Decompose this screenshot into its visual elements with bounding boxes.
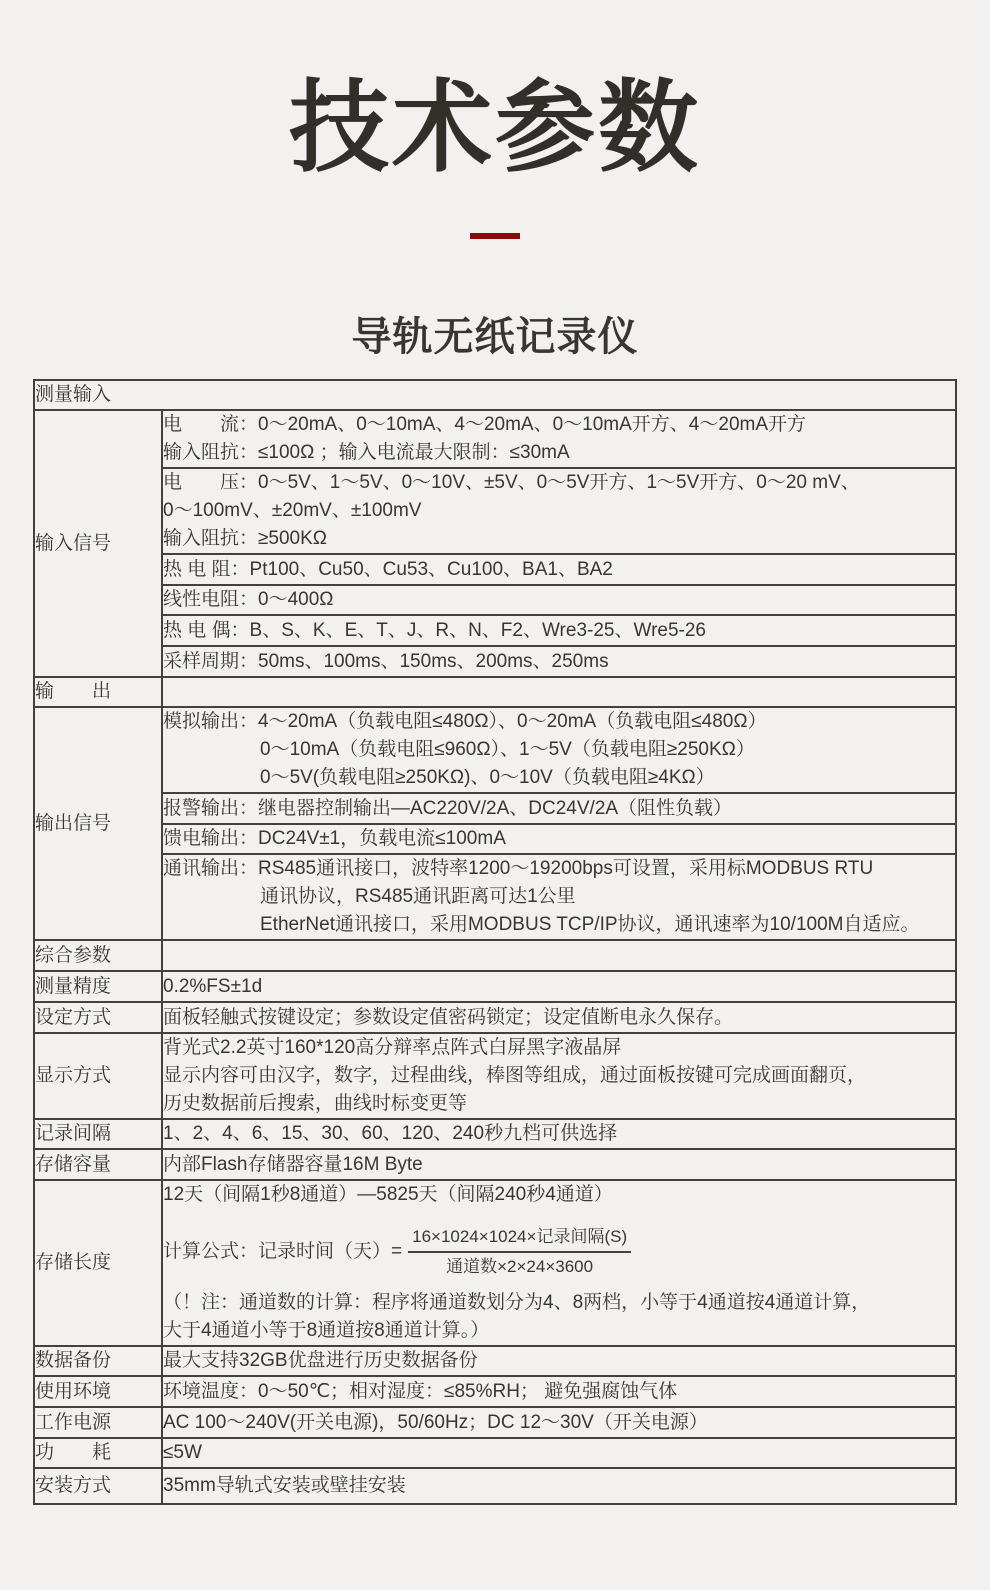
cell-capacity: 内部Flash存储器容量16M Byte xyxy=(162,1149,956,1180)
page-subtitle: 导轨无纸记录仪 xyxy=(351,315,639,359)
cell-power: AC 100～240V(开关电源)，50/60Hz；DC 12～30V（开关电源） xyxy=(162,1407,956,1438)
section-row-general xyxy=(34,940,956,971)
table-row xyxy=(34,1002,956,1033)
cell-line: 0～100mV、±20mV、±100mV xyxy=(163,500,422,521)
cell-output-comm xyxy=(162,854,956,940)
cell-input-linear-resistance: 线性电阻：0～400Ω xyxy=(162,585,956,615)
formula-numerator: 16×1024×1024×记录间隔(S) xyxy=(408,1226,631,1253)
cell-input-current xyxy=(162,410,956,468)
row-label-consumption: 功 耗 xyxy=(34,1438,162,1468)
cell-line: 显示内容可由汉字，数字，过程曲线，棒图等组成，通过面板按键可完成画面翻页， xyxy=(163,1065,867,1086)
formula-fraction xyxy=(408,1226,631,1278)
table-row xyxy=(34,854,956,940)
spec-table xyxy=(33,379,957,1505)
cell-consumption: ≤5W xyxy=(162,1438,956,1468)
row-label-input-signal: 输入信号 xyxy=(34,410,162,677)
storage-note-line: （！注：通道数的计算：程序将通道数划分为4、8两档，小等于4通道按4通道计算， xyxy=(163,1292,871,1313)
accent-dash xyxy=(470,233,520,239)
table-row xyxy=(34,1376,956,1407)
cell-environment: 环境温度：0～50℃；相对湿度：≤85%RH； 避免强腐蚀气体 xyxy=(162,1376,956,1407)
section-row-output xyxy=(34,677,956,707)
cell-setting: 面板轻触式按键设定；参数设定值密码锁定；设定值断电永久保存。 xyxy=(162,1002,956,1033)
section-header-measure-input: 测量输入 xyxy=(34,380,956,410)
row-label-display: 显示方式 xyxy=(34,1033,162,1119)
cell-line: 模拟输出：4～20mA（负载电阻≤480Ω）、0～20mA（负载电阻≤480Ω） xyxy=(163,711,767,732)
cell-line: EtherNet通讯接口，采用MODBUS TCP/IP协议，通讯速率为10/100M自适应。 xyxy=(260,914,920,935)
table-row xyxy=(34,554,956,585)
row-label-backup: 数据备份 xyxy=(34,1346,162,1376)
row-label-environment: 使用环境 xyxy=(34,1376,162,1407)
table-row xyxy=(34,1180,956,1346)
section-row-measure-input xyxy=(34,380,956,410)
cell-storage-length xyxy=(162,1180,956,1346)
cell-interval: 1、2、4、6、15、30、60、120、240秒九档可供选择 xyxy=(162,1119,956,1149)
table-row xyxy=(34,1119,956,1149)
cell-display xyxy=(162,1033,956,1119)
cell-input-sampling-period: 采样周期：50ms、100ms、150ms、200ms、250ms xyxy=(162,646,956,677)
cell-input-rtd: 热 电 阻：Pt100、Cu50、Cu53、Cu100、BA1、BA2 xyxy=(162,554,956,585)
table-row xyxy=(34,1346,956,1376)
cell-line: 0～5V(负载电阻≥250KΩ)、0～10V（负载电阻≥4KΩ） xyxy=(260,767,715,788)
row-label-mounting: 安装方式 xyxy=(34,1468,162,1504)
table-row xyxy=(34,1407,956,1438)
cell-input-thermocouple: 热 电 偶：B、S、K、E、T、J、R、N、F2、Wre3-25、Wre5-26 xyxy=(162,615,956,646)
table-row xyxy=(34,971,956,1002)
formula-prefix: 计算公式：记录时间（天）= xyxy=(163,1241,403,1262)
table-row xyxy=(34,1468,956,1504)
cell-input-voltage xyxy=(162,468,956,554)
cell-line: 通讯输出：RS485通讯接口，波特率1200～19200bps可设置，采用标MODBUS RTU xyxy=(163,858,874,879)
table-row xyxy=(34,646,956,677)
cell-output-analog xyxy=(162,707,956,793)
cell-line: 背光式2.2英寸160*120高分辩率点阵式白屏黑字液晶屏 xyxy=(163,1037,622,1058)
cell-output-feed: 馈电输出：DC24V±1，负载电流≤100mA xyxy=(162,824,956,854)
section-header-general: 综合参数 xyxy=(34,940,162,971)
row-label-accuracy: 测量精度 xyxy=(34,971,162,1002)
table-row xyxy=(34,1149,956,1180)
cell-output-alarm: 报警输出：继电器控制输出—AC220V/2A、DC24V/2A（阻性负载） xyxy=(162,793,956,824)
table-row xyxy=(34,585,956,615)
row-label-interval: 记录间隔 xyxy=(34,1119,162,1149)
storage-range-line: 12天（间隔1秒8通道）—5825天（间隔240秒4通道） xyxy=(163,1184,613,1205)
cell-line: 历史数据前后搜索，曲线时标变更等 xyxy=(163,1093,468,1114)
table-row xyxy=(34,468,956,554)
table-row xyxy=(34,410,956,468)
cell-mounting: 35mm导轨式安装或壁挂安装 xyxy=(162,1468,956,1504)
formula-denominator: 通道数×2×24×3600 xyxy=(446,1257,594,1276)
cell-backup: 最大支持32GB优盘进行历史数据备份 xyxy=(162,1346,956,1376)
cell-line: 通讯协议，RS485通讯距离可达1公里 xyxy=(260,886,576,907)
cell-line: 电 流：0～20mA、0～10mA、4～20mA、0～10mA开方、4～20mA开方 xyxy=(163,414,807,435)
storage-note-line: 大于4通道小等于8通道按8通道计算。） xyxy=(163,1320,490,1341)
empty-cell xyxy=(162,677,956,707)
table-row xyxy=(34,1033,956,1119)
table-row xyxy=(34,707,956,793)
storage-formula xyxy=(163,1226,955,1278)
cell-accuracy: 0.2%FS±1d xyxy=(162,971,956,1002)
table-row xyxy=(34,615,956,646)
row-label-power: 工作电源 xyxy=(34,1407,162,1438)
cell-line: 输入阻抗：≤100Ω ；输入电流最大限制：≤30mA xyxy=(163,442,570,463)
row-label-output-signal: 输出信号 xyxy=(34,707,162,940)
table-row xyxy=(34,824,956,854)
empty-cell xyxy=(162,940,956,971)
table-row xyxy=(34,1438,956,1468)
table-row xyxy=(34,793,956,824)
row-label-storage-length: 存储长度 xyxy=(34,1180,162,1346)
page-title: 技术参数 xyxy=(289,72,701,184)
cell-line: 电 压：0～5V、1～5V、0～10V、±5V、0～5V开方、1～5V开方、0～20 mV、 xyxy=(163,472,860,493)
row-label-capacity: 存储容量 xyxy=(34,1149,162,1180)
section-header-output: 输 出 xyxy=(34,677,162,707)
cell-line: 输入阻抗：≥500KΩ xyxy=(163,528,328,549)
cell-line: 0～10mA（负载电阻≤960Ω）、1～5V（负载电阻≥250KΩ） xyxy=(260,739,755,760)
row-label-setting: 设定方式 xyxy=(34,1002,162,1033)
